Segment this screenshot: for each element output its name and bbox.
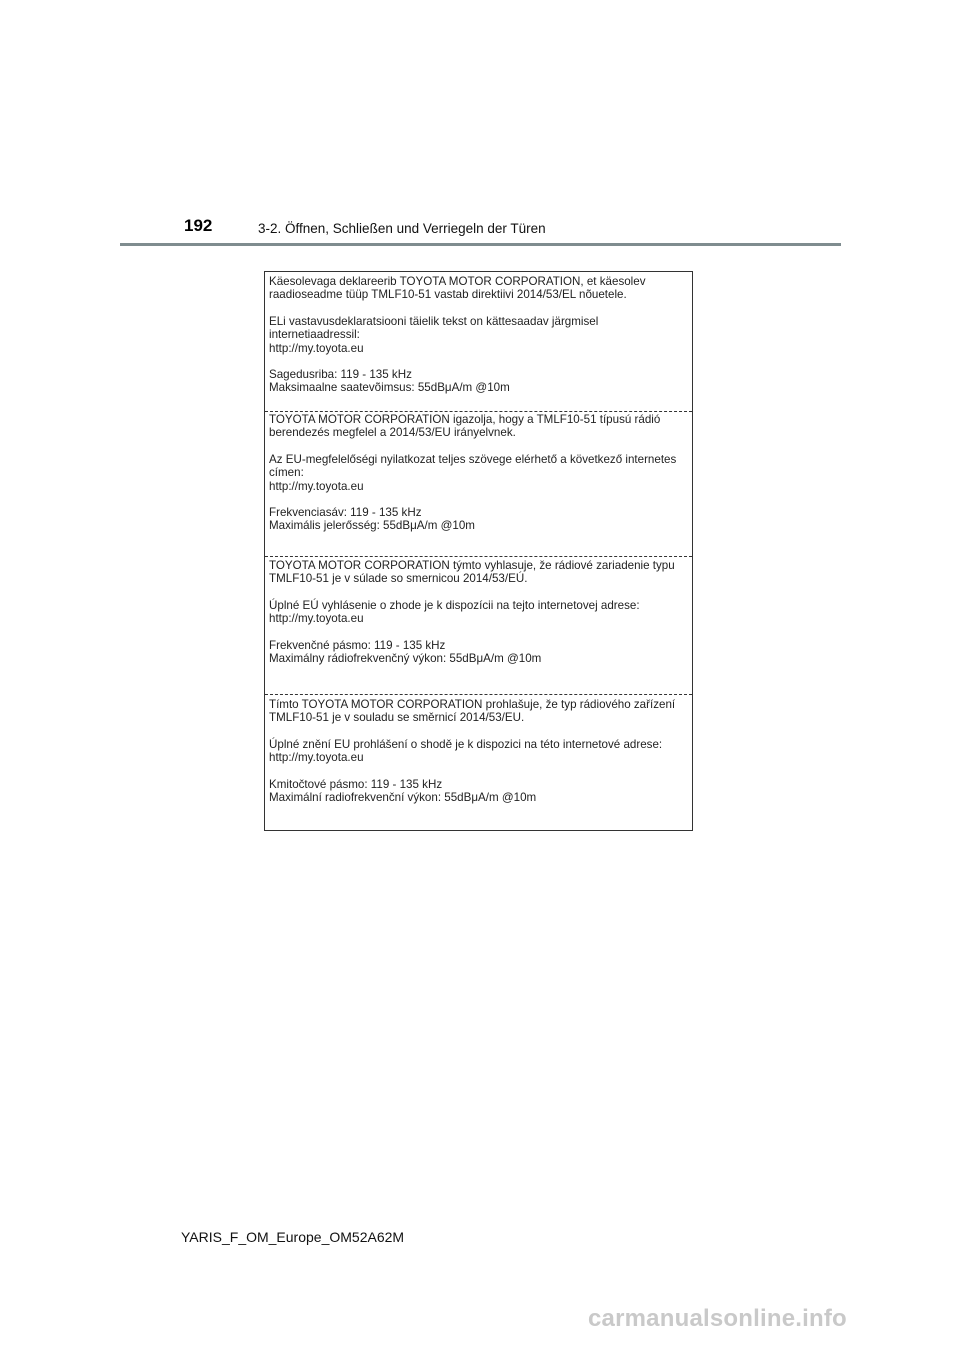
declaration-line: címen: <box>269 466 304 480</box>
watermark: carmanualsonline.info <box>588 1305 847 1332</box>
declaration-box <box>264 271 693 831</box>
declaration-line: Maximální radiofrekvenční výkon: 55dBμA/m @10m <box>269 790 537 804</box>
declaration-line: http://my.toyota.eu <box>269 479 364 493</box>
declaration-line: Maximálny rádiofrekvenčný výkon: 55dBμA/m @10m <box>269 651 542 665</box>
declaration-line: ELi vastavusdeklaratsiooni täielik tekst on kättesaadav järgmisel <box>269 314 599 328</box>
dashed-divider <box>265 411 692 412</box>
dashed-divider <box>265 556 692 557</box>
declaration-line: Sagedusriba: 119 - 135 kHz <box>269 367 412 381</box>
declaration-line: raadioseadme tüüp TMLF10-51 vastab direktiivi 2014/53/EL nõuetele. <box>269 288 627 302</box>
header-rule <box>120 243 841 246</box>
paragraph-gap <box>269 725 692 738</box>
section-title: 3-2. Öffnen, Schließen und Verriegeln der Türen <box>258 221 546 236</box>
declaration-line: Úplné EÚ vyhlásenie o zhode je k dispozícii na tejto internetovej adrese: <box>269 598 640 612</box>
paragraph-gap <box>269 493 692 506</box>
paragraph-gap <box>269 586 692 599</box>
declaration-line: internetiaadressil: <box>269 328 360 342</box>
dashed-divider <box>265 694 692 695</box>
declaration-line: http://my.toyota.eu <box>269 751 364 765</box>
declaration-line: TMLF10-51 je v souladu se směrnicí 2014/53/EU. <box>269 711 525 725</box>
declaration-line: http://my.toyota.eu <box>269 612 364 626</box>
declaration-line: Kmitočtové pásmo: 119 - 135 kHz <box>269 777 443 791</box>
declaration-czech <box>265 698 692 804</box>
declaration-line: TMLF10-51 je v súlade so smernicou 2014/53/EÚ. <box>269 572 528 586</box>
paragraph-gap <box>269 302 692 315</box>
declaration-line: berendezés megfelel a 2014/53/EU irányelvnek. <box>269 426 516 440</box>
declaration-line: Frekvenciasáv: 119 - 135 kHz <box>269 505 422 519</box>
declaration-line: Frekvenčné pásmo: 119 - 135 kHz <box>269 638 446 652</box>
page-number: 192 <box>184 216 213 235</box>
declaration-line: TOYOTA MOTOR CORPORATION týmto vyhlasuje, že rádiové zariadenie typu <box>269 559 675 572</box>
paragraph-gap <box>269 765 692 778</box>
declaration-line: TOYOTA MOTOR CORPORATION igazolja, hogy a TMLF10-51 típusú rádió <box>269 413 661 426</box>
paragraph-gap <box>269 355 692 368</box>
footer-document-id: YARIS_F_OM_Europe_OM52A62M <box>181 1229 405 1245</box>
declaration-line: Maksimaalne saatevõimsus: 55dBμA/m @10m <box>269 381 510 395</box>
paragraph-gap <box>269 626 692 639</box>
declaration-slovak <box>265 559 692 665</box>
declaration-line: http://my.toyota.eu <box>269 341 364 355</box>
declaration-line: Az EU-megfelelőségi nyilatkozat teljes szövege elérhető a következő internetes <box>269 452 677 466</box>
declaration-line: Úplné znění EU prohlášení o shodě je k dispozici na této internetové adrese: <box>269 737 663 751</box>
declaration-hungarian <box>265 413 692 533</box>
paragraph-gap <box>269 440 692 453</box>
declaration-line: Tímto TOYOTA MOTOR CORPORATION prohlašuje, že typ rádiového zařízení <box>269 698 676 711</box>
declaration-line: Maximális jelerősség: 55dBμA/m @10m <box>269 519 475 533</box>
declaration-estonian <box>265 275 692 395</box>
declaration-line: Käesolevaga deklareerib TOYOTA MOTOR CORPORATION, et käesolev <box>269 275 646 288</box>
